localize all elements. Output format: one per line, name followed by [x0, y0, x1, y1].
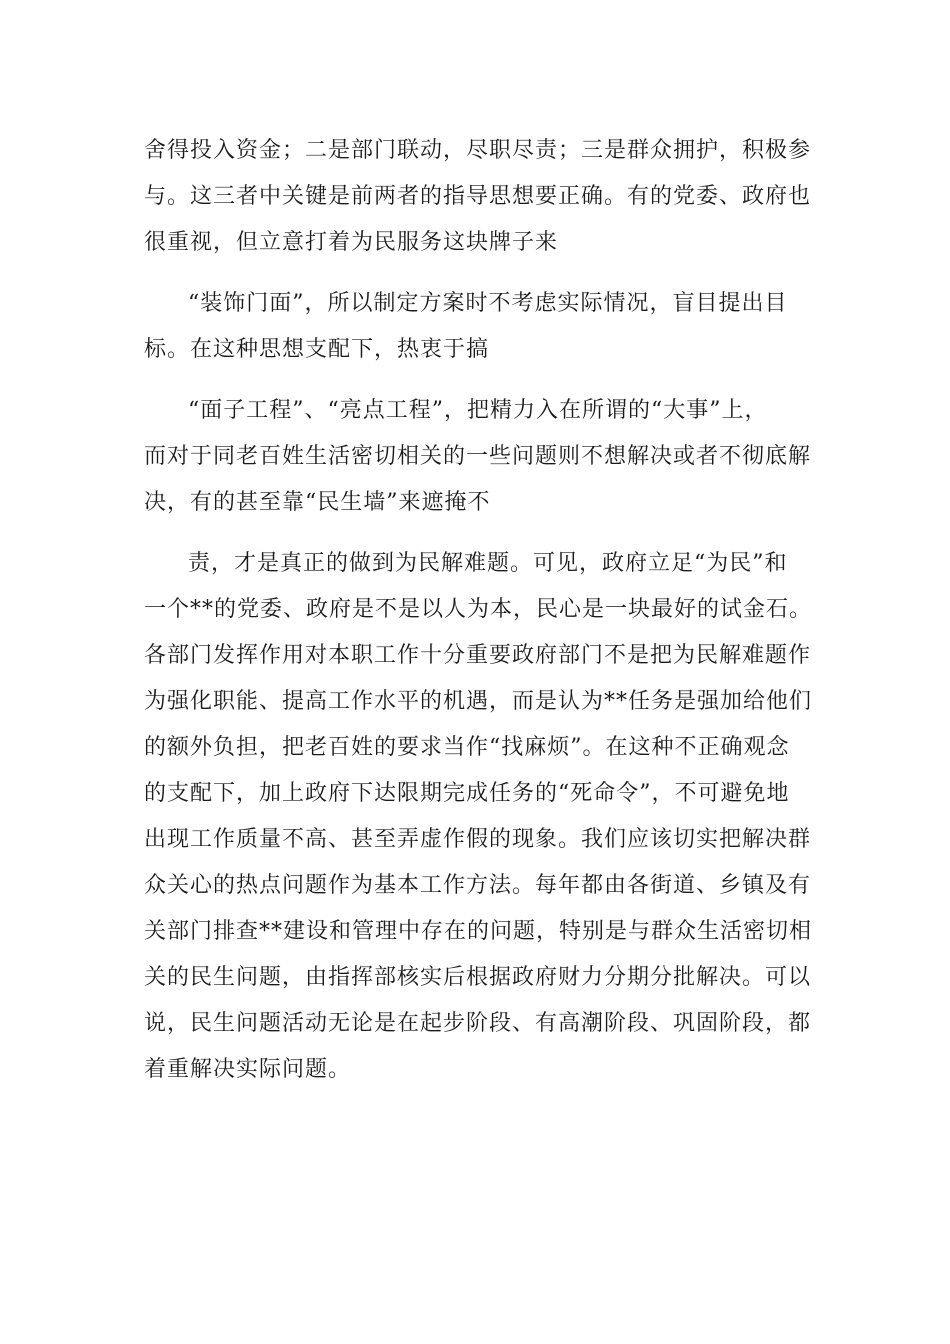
text-line: 决，有的甚至靠“民生墙”来遮掩不	[144, 490, 491, 515]
paragraph-1	[144, 128, 814, 266]
text-line: 众关心的热点问题作为基本工作方法。每年都由各街道、乡镇及有	[144, 873, 812, 898]
text-line: “装饰门面”，所以制定方案时不考虑实际情况，盲目提出目	[188, 291, 788, 316]
document-body	[144, 128, 814, 1108]
text-line: 关部门排查**建设和管理中存在的问题，特别是与群众生活密切相	[144, 919, 813, 944]
text-line: 的额外负担，把老百姓的要求当作“找麻烦”。在这种不正确观念	[144, 735, 790, 760]
text-line: 各部门发挥作用对本职工作十分重要政府部门不是把为民解难题作	[144, 643, 812, 668]
text-line: 舍得投入资金；二是部门联动，尽职尽责；三是群众拥护，积极参	[144, 138, 812, 163]
paragraph-3	[144, 388, 814, 526]
text-line: “面子工程”、“亮点工程”，把精力入在所谓的“大事”上，	[188, 398, 768, 423]
paragraph-2	[144, 281, 814, 373]
text-line: 出现工作质量不高、甚至弄虚作假的现象。我们应该切实把解决群	[144, 827, 812, 852]
text-line: 与。这三者中关键是前两者的指导思想要正确。有的党委、政府也	[144, 184, 812, 209]
text-line: 一个**的党委、政府是不是以人为本，民心是一块最好的试金石。	[144, 597, 813, 622]
text-line: 很重视，但立意打着为民服务这块牌子来	[144, 230, 559, 255]
paragraph-4	[144, 541, 814, 1093]
text-line: 着重解决实际问题。	[144, 1057, 352, 1082]
text-line: 为强化职能、提高工作水平的机遇，而是认为**任务是强加给他们	[144, 689, 813, 714]
text-line: 而对于同老百姓生活密切相关的一些问题则不想解决或者不彻底解	[144, 444, 812, 469]
text-line: 标。在这种思想支配下，热衷于搞	[144, 337, 490, 362]
text-line: 关的民生问题，由指挥部核实后根据政府财力分期分批解决。可以	[144, 965, 812, 990]
text-line: 说，民生问题活动无论是在起步阶段、有高潮阶段、巩固阶段，都	[144, 1011, 812, 1036]
text-line: 的支配下，加上政府下达限期完成任务的“死命令”，不可避免地	[144, 781, 790, 806]
text-line: 责，才是真正的做到为民解难题。可见，政府立足“为民”和	[188, 551, 788, 576]
